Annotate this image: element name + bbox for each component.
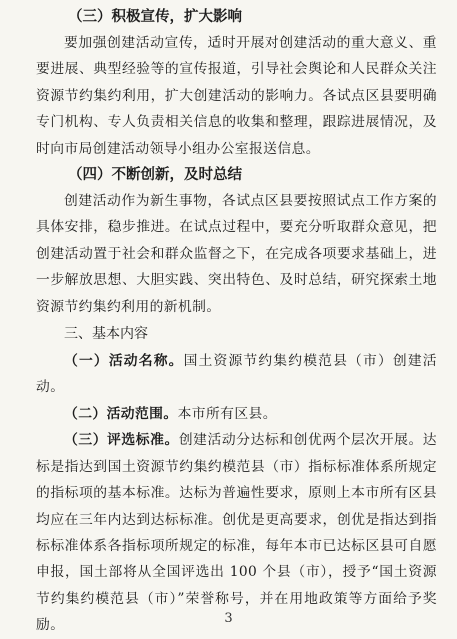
item-selection-criteria-text: 创建活动分达标和创优两个层次开展。达标是指达到国土资源节约集约模范县（市）指标标准体系所规定的指标项的基本标准。达标为普遍性要求，原则上本市所有区县均应在三年内达到达标标准。创优是更高要求，创优是指达到指标标准体系各指标项所规定的标准，每年本市已达标区县可自愿申报，国土部将从全国评选出 100 个县（市），授予“国土资源节约集约模范县（市）”荣誉称号，并在用地政策等方面给予奖励。 — [36, 432, 438, 634]
paragraph-innovation: 创建活动作为新生事物，各试点区县要按照试点工作方案的具体安排，稳步推进。在试点过程中，要充分听取群众意见，把创建活动置于社会和群众监督之下，在完成各项要求基础上，进一步解放思想、大胆实践、突出特色、及时总结，研究探索土地资源节约集约利用的新机制。 — [36, 193, 437, 315]
item-activity-name-text: 国土资源节约集约模范县（市）创建活动。 — [36, 353, 437, 396]
paragraph-publicity: 要加强创建活动宣传，适时开展对创建活动的重大意义、重要进展、典型经验等的宣传报道，引导社会舆论和人民群众关注资源节约集约利用，扩大创建活动的影响力。各试点区县要明确专门机构、专人负责相关信息的收集和整理，跟踪进展情况，及时向市局创建活动领导小组办公室报送信息。 — [36, 35, 437, 157]
heading-innovation: （四）不断创新，及时总结 — [68, 167, 242, 184]
item-activity-scope-label: （二）活动范围。 — [64, 405, 178, 422]
item-activity-scope — [36, 401, 437, 427]
item-activity-name-label: （一）活动名称。 — [64, 353, 184, 370]
item-selection-criteria — [36, 427, 437, 638]
item-activity-scope-text: 本市所有区县。 — [177, 405, 277, 422]
item-selection-criteria-label: （三）评选标准。 — [64, 432, 179, 449]
item-activity-name — [36, 348, 437, 401]
page-number: 3 — [224, 611, 233, 626]
heading-publicity: （三）积极宣传，扩大影响 — [68, 9, 242, 25]
section-title-basic-content: 三、基本内容 — [64, 326, 148, 343]
